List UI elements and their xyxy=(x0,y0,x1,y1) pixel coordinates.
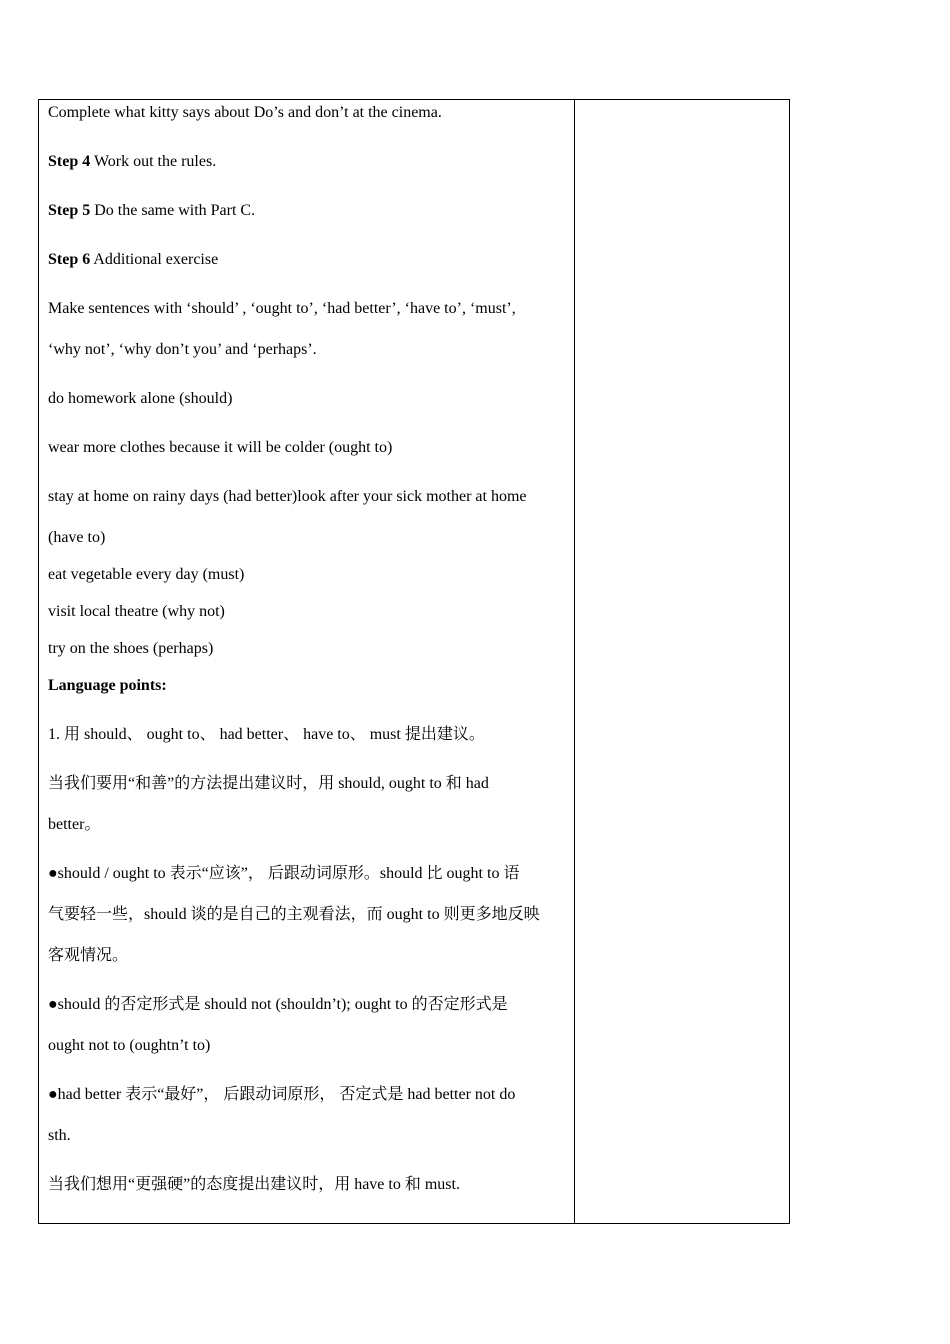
text-line: Complete what kitty says about Do’s and don’t at the cinema. xyxy=(48,104,442,121)
exercise-item: visit local theatre (why not) xyxy=(48,603,225,620)
step-6-line: Step 6 Additional exercise xyxy=(48,251,219,268)
lesson-table xyxy=(38,99,790,1224)
step-4-line: Step 4 Work out the rules. xyxy=(48,153,217,170)
exercise-item: wear more clothes because it will be colder (ought to) xyxy=(48,439,393,456)
text-line: ●should 的否定形式是 should not (shouldn’t); ought to 的否定形式是 xyxy=(48,996,508,1013)
exercise-item: stay at home on rainy days (had better)look after your sick mother at home xyxy=(48,488,527,505)
step-label: Step 4 xyxy=(48,153,91,170)
text-line: ought not to (oughtn’t to) xyxy=(48,1037,211,1054)
text-line: sth. xyxy=(48,1127,71,1144)
notes-cell xyxy=(575,100,789,1223)
text-line: better。 xyxy=(48,816,101,833)
step-5-line: Step 5 Do the same with Part C. xyxy=(48,202,256,219)
text-line: ●should / ought to 表示“应该”， 后跟动词原形。should 比 ought to 语 xyxy=(48,865,520,882)
text-line: 当我们想用“更强硬”的态度提出建议时，用 have to 和 must. xyxy=(48,1176,460,1193)
exercise-item: try on the shoes (perhaps) xyxy=(48,640,214,657)
exercise-item: do homework alone (should) xyxy=(48,390,233,407)
text-line: 客观情况。 xyxy=(48,947,129,964)
text-line: 1. 用 should、 ought to、 had better、 have to、 must 提出建议。 xyxy=(48,726,485,743)
content-cell xyxy=(39,100,575,1223)
language-points-heading: Language points: xyxy=(48,677,167,694)
text-line: 气要轻一些，should 谈的是自己的主观看法，而 ought to 则更多地反映 xyxy=(48,906,540,923)
exercise-item: eat vegetable every day (must) xyxy=(48,566,245,583)
text-line: ●had better 表示“最好”， 后跟动词原形， 否定式是 had better not do xyxy=(48,1086,516,1103)
step-label: Step 5 xyxy=(48,202,91,219)
text-line: Make sentences with ‘should’ , ‘ought to’, ‘had better’, ‘have to’, ‘must’, xyxy=(48,300,516,317)
text-line: 当我们要用“和善”的方法提出建议时，用 should, ought to 和 had xyxy=(48,775,489,792)
exercise-item: (have to) xyxy=(48,529,106,546)
step-label: Step 6 xyxy=(48,251,91,268)
text-line: ‘why not’, ‘why don’t you’ and ‘perhaps’. xyxy=(48,341,317,358)
